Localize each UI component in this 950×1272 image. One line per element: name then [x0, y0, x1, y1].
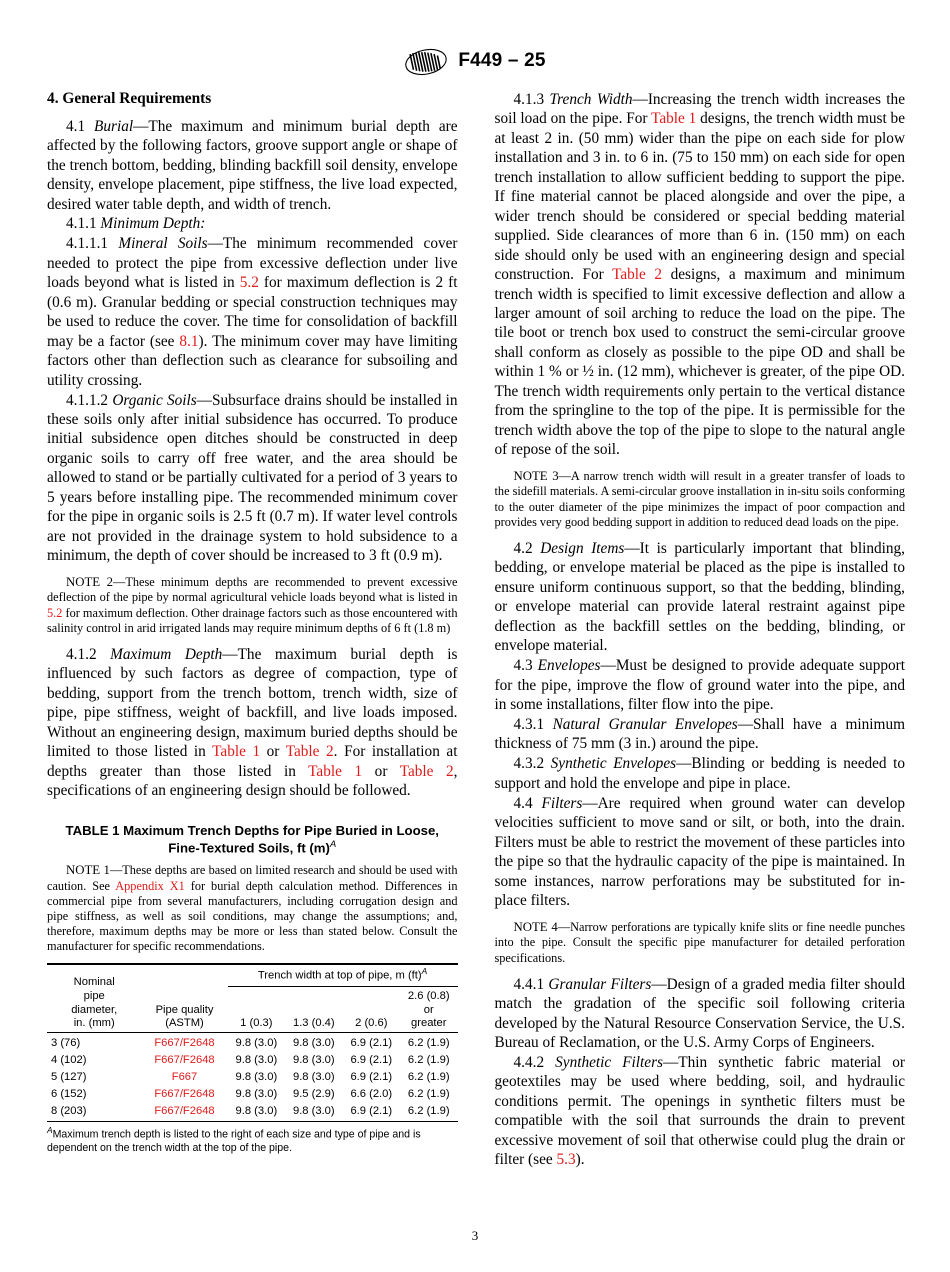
- paragraph-4-4-2: [495, 1053, 906, 1170]
- note-4: [495, 920, 906, 966]
- note-2-body-b: for maximum deflection. Other drainage factors such as those encountered with salinity control in arid irrigated lands may require minimum depths of 6 ft (1.8 m): [47, 605, 458, 635]
- clause-body-4-4-1: —Design of a graded media filter should match the gradation of the specific soil following criteria developed by the Natural Resource Conservation Service, the U.S. Bureau of Reclamation, or the U.S. Army Corps of Engineers.: [494, 975, 905, 1052]
- clause-number-4-4-2: 4.4.2: [513, 1053, 545, 1071]
- table-1-data: [47, 963, 458, 1121]
- clause-body-4-1-1-2: —Subsurface drains should be installed in these soils only after initial subsidence has occurred. To produce initial subsidence open ditches should be constructed in deep organic soils to carry off free water, and the area should be allowed to stand or be partially cultivated for a period of 3 years to 5 years before installing pipe. The recommended minimum cover for the pipe in organic soils is 2.5 ft (0.7 m). If water level controls are not provided in the drainage system to hold subsidence to a minimum, the depth of cover should be increased to 3 ft (0.9 m).: [47, 391, 458, 565]
- clause-number-4-3-2: 4.3.2: [513, 755, 545, 773]
- clause-body-4-4-2-a: —Thin synthetic fabric material or geotextiles may be used where bedding, soil, and hydraulic conditions permit. The openings in synthetic filters must be compatible with the soil that surrounds the drain to prevent excessive movement of soil that otherwise could plug the drain or filter (see: [494, 1053, 906, 1169]
- table-row: [47, 1102, 458, 1121]
- paragraph-4-3-1: [495, 715, 906, 754]
- cross-ref-link-table-2-c[interactable]: Table 2: [612, 266, 663, 284]
- document-masthead: [0, 46, 950, 76]
- note-1-label: NOTE 1: [66, 862, 110, 877]
- clause-number-4-3: 4.3: [513, 657, 533, 675]
- cross-ref-link-table-1-b[interactable]: Table 1: [308, 762, 363, 780]
- cross-ref-link-appendix-x1[interactable]: Appendix X1: [115, 878, 185, 893]
- cell-pipe-quality-link[interactable]: F667/F2648: [154, 1087, 215, 1100]
- two-column-body: [47, 90, 905, 1170]
- page-number: 3: [471, 1228, 479, 1243]
- cell-width-1: 9.8 (3.0): [235, 1087, 278, 1100]
- clause-body-4-2: —It is particularly important that blinding, bedding, or envelope material be placed as the pipe is installed to ensure uniform continuous support, so that the bedding, blinding, or envelope material can provide lateral restraint against pipe deflection as the backfill settles on the bedding, blinding, or envelope material.: [494, 539, 906, 655]
- clause-body-4-1-2-e: , specifications of an engineering design should be followed.: [47, 762, 458, 800]
- cell-pipe-quality-link[interactable]: F667/F2648: [154, 1053, 215, 1066]
- table-1-block: [47, 822, 458, 1157]
- note-1-body-a: —These depths are based on limited research and should be used with caution. See: [47, 862, 458, 893]
- astm-logo-icon: [404, 47, 448, 77]
- cell-width-3: 6.9 (2.1): [350, 1104, 393, 1117]
- paragraph-4-1-1: [47, 214, 458, 233]
- cross-ref-link-table-1-a[interactable]: Table 1: [212, 743, 261, 761]
- note-2-body-a: —These minimum depths are recommended to prevent excessive deflection of the pipe by normal agricultural vehicle loads beyond what is listed in: [47, 574, 458, 605]
- table-1-subheader-width-4-line-2: greater: [411, 1017, 447, 1030]
- clause-title-synthetic-filters: Synthetic Filters: [555, 1053, 663, 1071]
- hdr-trench-width-footnote-marker: A: [421, 966, 428, 977]
- clause-number-4-1-3: 4.1.3: [513, 91, 545, 108]
- cross-ref-link-8-1[interactable]: 8.1: [179, 332, 199, 350]
- cross-ref-link-5-2-note2[interactable]: 5.2: [47, 605, 63, 620]
- clause-body-4-3-1: —Shall have a minimum thickness of 75 mm (3 in.) around the pipe.: [494, 716, 905, 753]
- clause-number-4-1-1-2: 4.1.1.2: [66, 391, 109, 409]
- cell-diameter: 4 (102): [51, 1053, 87, 1066]
- clause-title-mineral-soils: Mineral Soils: [118, 235, 208, 253]
- paragraph-4-4-1: [495, 975, 906, 1053]
- cross-ref-link-table-2-a[interactable]: Table 2: [285, 743, 334, 761]
- cell-width-2: 9.8 (3.0): [292, 1053, 335, 1066]
- clause-number-4-4-1: 4.4.1: [513, 975, 545, 993]
- note-1-body-b: for burial depth calculation method. Differences in commercial pipe from several manufacturers, including corrugation design and pipe stiffness, as well as soil conditions, may change the assumptions; and, therefore, maximum depths may be more or less than stated below. Consult the manufacturer for specific recommendations.: [47, 878, 458, 954]
- clause-number-4-1-1: 4.1.1: [66, 215, 97, 233]
- hdr-nominal-line-2: pipe: [83, 989, 105, 1002]
- note-3-body: —A narrow trench width will result in a greater transfer of loads to the sidefill materials. A semi-circular groove installation in in-situ soils conforming to the outer diameter of the pipe minimizes the impact of poor compaction and provides very good bedding support in addition to reduced dead loads on the pipe.: [494, 468, 905, 529]
- cell-width-3: 6.6 (2.0): [350, 1087, 393, 1100]
- paragraph-4-4: [495, 794, 906, 911]
- clause-number-4-2: 4.2: [513, 539, 533, 557]
- clause-body-4-1-1-1-a: —The minimum recommended cover needed to protect the pipe from excessive deflection under live loads beyond what is listed in: [47, 235, 458, 292]
- table-1-header-row-1: [47, 964, 458, 986]
- table-1-header-pipe-quality: [141, 964, 227, 1032]
- clause-body-4-1-2-a: —The maximum burial depth is influenced by such factors as degree of compaction, type of bedding, support from the trench bottom, trench width, size of pipe, pipe stiffness, weight of backfill, and live loads imposed. Without an engineering design, maximum buried depths should be limited to those listed in: [47, 645, 458, 761]
- table-1-caption-line-1: TABLE 1 Maximum Trench Depths for Pipe Buried in Loose,: [65, 822, 439, 838]
- clause-title-design-items: Design Items: [540, 539, 625, 557]
- clause-title-minimum-depth: Minimum Depth:: [100, 215, 206, 233]
- table-1-caption-footnote-marker: A: [329, 838, 337, 850]
- clause-body-4-1-3-a: —Increasing the trench width increases the soil load on the pipe. For: [494, 91, 905, 128]
- cell-diameter: 8 (203): [51, 1104, 87, 1117]
- table-1-caption: [47, 822, 458, 857]
- table-1-subheader-width-1: 1 (0.3): [240, 1017, 273, 1030]
- table-1-subheader-width-3: 2 (0.6): [355, 1017, 388, 1030]
- cell-width-4: 6.2 (1.9): [407, 1087, 450, 1100]
- table-1-footnote: [47, 1125, 458, 1156]
- cell-width-3: 6.9 (2.1): [343, 1032, 400, 1051]
- clause-body-4-1-1-1-c: ). The minimum cover may have limiting factors other than deflection such as clearance for subsoiling and utility crossing.: [47, 332, 458, 389]
- clause-number-4-1-1-1: 4.1.1.1: [66, 235, 109, 253]
- clause-body-4-1-2-b: or: [260, 743, 286, 761]
- table-1-subheader-width-4-line-1: 2.6 (0.8) or: [407, 989, 450, 1016]
- table-row: [47, 1052, 458, 1069]
- note-3-label: NOTE 3: [513, 468, 559, 483]
- clause-body-4-4: —Are required when ground water can develop velocities sufficient to move sand or silt, or both, into the drain. Filters must be able to restrict the movement of these particles into the pipe so that the hydraulic capacity of the pipe is maintained. In some instances, narrow perforations may be substituted for in-place filters.: [494, 794, 905, 910]
- right-column: [495, 90, 906, 1170]
- clause-body-4-1: —The maximum and minimum burial depth are affected by the following factors, groove support angle or shape of the trench bottom, bedding, blinding backfill soil density, envelope density, envelope placement, pipe stiffness, the live load expected, desired water table depth, and width of trench.: [47, 117, 458, 213]
- cell-pipe-quality-link[interactable]: F667: [171, 1070, 198, 1083]
- hdr-quality-line-2: (ASTM): [165, 1017, 204, 1030]
- paragraph-4-1-3: [495, 90, 906, 460]
- cell-width-4: 6.2 (1.9): [400, 1032, 457, 1051]
- table-row: [47, 1032, 458, 1051]
- table-1-caption-line-2: Fine-Textured Soils, ft (m): [168, 840, 330, 856]
- clause-title-maximum-depth: Maximum Depth: [110, 645, 223, 663]
- cell-diameter: 3 (76): [47, 1032, 141, 1051]
- clause-title-natural-granular-envelopes: Natural Granular Envelopes: [552, 716, 738, 733]
- table-1-footnote-text: Maximum trench depth is listed to the right of each size and type of pipe and is dependent on the trench width at the top of the pipe.: [47, 1128, 421, 1155]
- paragraph-4-2: [495, 539, 906, 656]
- note-3: [495, 469, 906, 530]
- cell-width-1: 9.8 (3.0): [228, 1032, 285, 1051]
- table-row: [47, 1069, 458, 1086]
- table-row: [47, 1085, 458, 1102]
- clause-title-burial: Burial: [94, 117, 134, 135]
- table-1-body: [47, 1032, 458, 1121]
- cell-pipe-quality-link[interactable]: F667/F2648: [154, 1104, 215, 1117]
- clause-body-4-1-1-1-b: for maximum deflection is 2 ft (0.6 m). Granular bedding or special construction techniques may be used to reduce the cover. The time for consolidation of backfill may be a factor (see: [47, 274, 458, 350]
- cell-width-2: 9.5 (2.9): [292, 1087, 335, 1100]
- hdr-nominal-line-4: in. (mm): [73, 1017, 115, 1030]
- paragraph-4-1-2: [47, 645, 458, 801]
- cross-ref-link-table-1-c[interactable]: Table 1: [651, 110, 697, 128]
- clause-body-4-3-2: —Blinding or bedding is needed to support and hold the envelope and pipe in place.: [494, 755, 905, 792]
- cell-diameter: 6 (152): [51, 1087, 87, 1100]
- hdr-trench-width-text: Trench width at top of pipe, m (ft): [257, 970, 422, 983]
- left-column: [47, 90, 458, 1170]
- table-1-bottom-rule: [47, 1121, 458, 1122]
- section-heading-general-requirements: 4. General Requirements: [47, 90, 212, 107]
- table-1-footnote-marker: A: [47, 1125, 53, 1136]
- clause-title-organic-soils: Organic Soils: [112, 391, 197, 409]
- cell-pipe-quality-link[interactable]: F667/F2648: [141, 1032, 227, 1051]
- cell-width-3: 6.9 (2.1): [350, 1053, 393, 1066]
- hdr-nominal-line-1: Nominal: [73, 976, 115, 989]
- cell-width-3: 6.9 (2.1): [350, 1070, 393, 1083]
- clause-title-granular-filters: Granular Filters: [548, 975, 652, 993]
- cell-width-4: 6.2 (1.9): [407, 1070, 450, 1083]
- paragraph-4-3-2: [495, 754, 906, 793]
- hdr-nominal-line-3: diameter,: [71, 1003, 118, 1016]
- cell-width-1: 9.8 (3.0): [235, 1070, 278, 1083]
- cross-ref-link-table-2-b[interactable]: Table 2: [399, 762, 454, 780]
- clause-number-4-1-2: 4.1.2: [66, 645, 97, 663]
- clause-body-4-1-3-c: designs, a maximum and minimum trench width is specified to limit excessive deflection and allow a larger amount of soil arching to reduce the load on the pipe. The tile boot or trench box used to construct the semi-circular groove shall conform as closely as possible to the pipe OD and shall be within 1 % or ½ in. (12 mm), whichever is greater, of the pipe OD. The trench width requirements only pertain to the vertical distance from the springline to the top of the pipe. It is permissible for the trench width above the top of the pipe to slope to the natural angle of repose of the soil.: [494, 266, 905, 459]
- document-designation: F449 – 25: [458, 50, 546, 71]
- note-4-body: —Narrow perforations are typically knife slits or fine needle punches into the pipe. Consult the specific pipe manufacturer for detailed perforation specifications.: [494, 919, 905, 965]
- paragraph-4-1-1-2: [47, 391, 458, 566]
- clause-title-synthetic-envelopes: Synthetic Envelopes: [550, 755, 677, 773]
- clause-number-4-1: 4.1: [66, 117, 86, 135]
- note-4-label: NOTE 4: [513, 919, 558, 934]
- note-2: [47, 575, 458, 636]
- table-1-subheader-width-2: 1.3 (0.4): [292, 1017, 335, 1030]
- cell-width-4: 6.2 (1.9): [407, 1053, 450, 1066]
- paragraph-4-1: [47, 117, 458, 214]
- cell-width-2: 9.8 (3.0): [292, 1104, 335, 1117]
- paragraph-4-3: [495, 656, 906, 714]
- clause-number-4-3-1: 4.3.1: [513, 716, 545, 733]
- cell-width-2: 9.8 (3.0): [292, 1070, 335, 1083]
- clause-title-trench-width: Trench Width: [549, 91, 633, 108]
- table-1-header-trench-width-span: [228, 964, 458, 986]
- clause-body-4-1-2-c: . For installation at depths greater than those listed in: [47, 743, 458, 780]
- table-1-header-nominal-diameter: [47, 964, 141, 1032]
- clause-number-4-4: 4.4: [513, 794, 533, 812]
- cell-width-2: 9.8 (3.0): [285, 1032, 342, 1051]
- cross-ref-link-5-2[interactable]: 5.2: [239, 274, 259, 292]
- hdr-quality-line-1: Pipe quality: [155, 1003, 214, 1016]
- note-2-label: NOTE 2: [66, 574, 114, 589]
- cross-ref-link-5-3[interactable]: 5.3: [556, 1151, 576, 1169]
- clause-body-4-3: —Must be designed to provide adequate support for the pipe, improve the flow of ground water into the pipe, and in some installations, filter flow into the pipe.: [494, 657, 905, 714]
- note-1: [47, 863, 458, 955]
- paragraph-4-1-1-1: [47, 234, 458, 390]
- table-1-head: [47, 964, 458, 1032]
- cell-width-1: 9.8 (3.0): [235, 1053, 278, 1066]
- cell-width-1: 9.8 (3.0): [235, 1104, 278, 1117]
- clause-body-4-1-2-d: or: [362, 762, 400, 780]
- clause-body-4-4-2-b: ).: [575, 1151, 585, 1169]
- clause-title-envelopes: Envelopes: [537, 657, 601, 675]
- cell-diameter: 5 (127): [51, 1070, 87, 1083]
- table-1-subheader-width-4: [400, 986, 457, 1032]
- clause-body-4-1-3-b: designs, the trench width must be at least 2 in. (50 mm) wider than the pipe on each side for plow installation and 3 in. to 6 in. (75 to 150 mm) on each side for open trench installation to allow sufficient bedding to support the pipe. If fine material cannot be placed alongside and over the pipe, a wider trench should be considered or special bedding material supplied. Side clearances of more than 6 in. (150 mm) on each side should only be used with an engineering design and special construction. For: [494, 110, 905, 284]
- clause-title-filters: Filters: [541, 794, 583, 812]
- cell-width-4: 6.2 (1.9): [407, 1104, 450, 1117]
